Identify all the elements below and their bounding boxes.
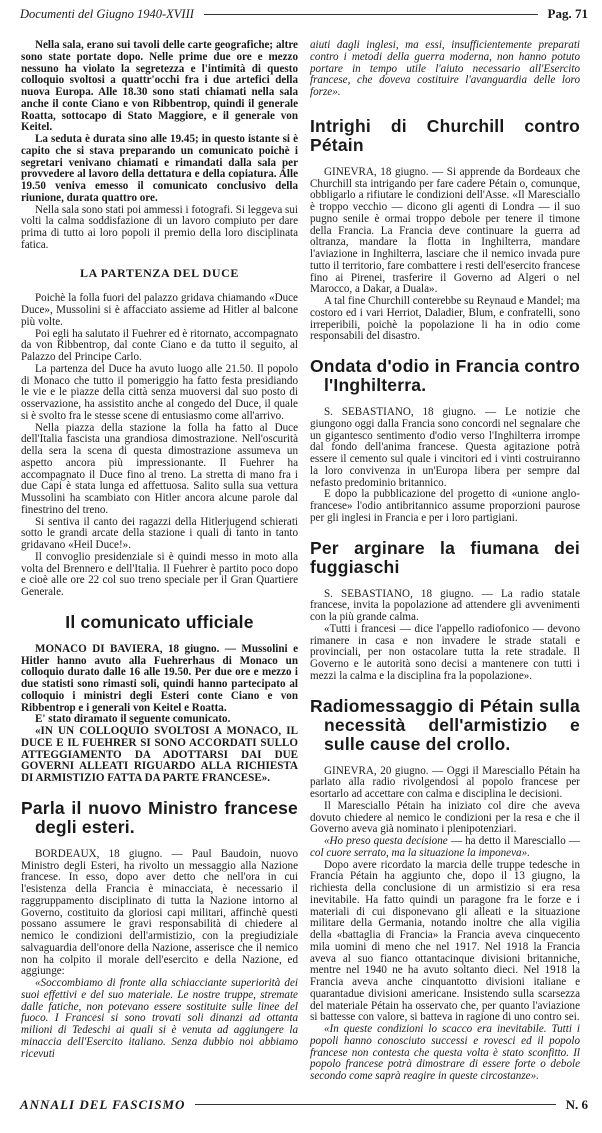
right-column: [310, 40, 580, 1083]
paragraph: Nella piazza della stazione la folla ha fatto al Duce dell'Italia fascista una grandiosa dimostrazione. Nell'oscurità della sera la scena di questa dimostrazione assumeva un aspetto ancora più impressionante. Il Fuehrer ha accompagnato il Duce fino al treno. La stretta di mano fra i due Capi è stata lunga ed affettuosa. Salito sulla sua vettura Mussolini ha scambiato con Hitler ancora alcune parole dal finestrino del treno.: [21, 421, 298, 516]
paragraph: [310, 836, 580, 860]
headline-ondata: Ondata d'odio in Francia contro l'Inghilterra.: [310, 356, 580, 395]
header-rule: [204, 14, 538, 15]
paragraph: Si sentiva il canto dei ragazzi della Hitlerjugend schierati sotto le grandi arcate della stazione i quali di tanto in tanto gridavano «Heil Duce!».: [21, 515, 298, 551]
paragraph: E dopo la pubblicazione del progetto di «unione anglo-francese» l'odio antibritannico assume proporzioni paurose per gli inglesi in Francia e per i loro partigiani.: [310, 488, 580, 524]
paragraph: Nella sala, erano sui tavoli delle carte geografiche; altre sono state portate dopo. Nelle prime due ore e mezzo nessuno ha violato la segretezza e l'intimità di questo colloquio svoltosi a quattr'occhi fra i due artefici della nuova Europa. Alle 18.30 sono stati chiamati nella sala anche il conte Ciano e von Ribbentrop, quindi il generale Roatta, sottocapo di Stato Maggiore, e il generale von Keitel.: [21, 39, 298, 134]
columns: [20, 40, 588, 1083]
paragraph: Il convoglio presidenziale si è quindi messo in moto alla volta del Brennero e dell'Italia. Il Fuehrer è partito poco dopo e cioè alle ore 22 col suo treno speciale per il Gran Quartiere Generale.: [21, 550, 298, 598]
page-footer: [20, 1097, 588, 1113]
paragraph: Nella sala sono stati poi ammessi i fotografi. Si leggeva sui volti la calma soddisfazione di un lavoro compiuto per dare prima di tutto ai loro popoli il premio della loro disciplinata fatica.: [21, 203, 298, 251]
footer-rule: [195, 1104, 555, 1105]
quote-part: col cuore serrato, ma la situazione la imponeva».: [310, 846, 530, 859]
headline-fuggiaschi: Per arginare la fiumana dei fuggiaschi: [310, 537, 580, 577]
paragraph: Dopo avere ricordato la marcia delle truppe tedesche in Francia Pétain ha aggiunto che, dopo il 13 giugno, la richiesta della conclusione di un armistizio si era resa inevitabile. Ha fatto quindi un paragone fra le forze e i materiali di cui disponevano gli alleati e la situazione militare della Germania, notando inoltre che alla vigilia della «battaglia di Francia» la Francia aveva cinquecento mila uomini di meno che nel 1917. Nel 1918 la Francia aveva al suo fianco ottantacinque divisioni britanniche, mentre nel 1940 ne ha avuto soltanto dieci. Nel 1918 la Francia aveva anche cinquantotto divisioni italiane e quarantadue divisioni americane. Insistendo sulla scarsezza del materiale Pétain ha osservato che, per quanto l'aviazione si battesse con valore, si batteva in ragione di uno contro sei.: [310, 858, 580, 1024]
paragraph: A tal fine Churchill conterebbe su Reynaud e Mandel; ma costoro ed i vari Herriot, Daladier, Blum, e confratelli, sono irreperibili, poichè la popolazione li ha in odio come responsabili del disastro.: [310, 295, 581, 343]
running-title: Documenti del Giugno 1940-XVIII: [20, 6, 194, 21]
paragraph: S. SEBASTIANO, 18 giugno. — La radio statale francese, invita la popolazione ad attendere gli avvenimenti con la più grande calma.: [310, 587, 580, 623]
paragraph: La seduta è durata sino alle 19.45; in questo istante si è capito che si stava preparando un comunicato poichè i segretari venivano chiamati e rimandati dalla sala per provvedere al lavoro della dettatura e della copiatura. Alle 19.50 veniva emesso il comunicato conclusivo della riunione, durata quattro ore.: [21, 133, 298, 204]
page-number: Pag. 71: [547, 6, 588, 21]
headline-churchill: Intrighi di Churchill contro Pétain: [310, 115, 580, 155]
paragraph: Poichè la folla fuori del palazzo gridava chiamando «Duce Duce», Mussolini si è affacciato assieme ad Hitler al balcone più volte.: [21, 292, 298, 328]
paragraph: MONACO DI BAVIERA, 18 giugno. — Mussolini e Hitler hanno avuto alla Fuehrerhaus di Monaco un colloquio durato dalle 16 alle 19.50. Per due ore e mezzo i due statisti sono rimasti soli, quindi hanno partecipato al colloquio i ministri degli Esteri conte Ciano e von Ribbentrop e i generali von Keitel e Roatta.: [21, 642, 298, 714]
headline-ministro: Parla il nuovo Ministro francese degli esteri.: [21, 797, 298, 837]
paragraph: «IN UN COLLOQUIO SVOLTOSI A MONACO, IL DUCE E IL FUEHRER SI SONO ACCORDATI SULLO ATTEGGIAMENTO DA ADOTTARSI DAI DUE GOVERNI ALLEATI RIGUARDO ALLA RICHIESTA DI ARMISTIZIO FATTA DA PARTE FRANCESE».: [21, 725, 298, 784]
quote-part: «Ho preso questa decisione: [324, 835, 448, 847]
paragraph: «In queste condizioni lo scacco era inevitabile. Tutti i popoli hanno conosciuto successi e rovesci ed il popolo francese non contesta che questa volta è stato sconfitto. Il popolo francese potrà dimostrare di essere forte o debole secondo come saprà reagire in queste circostanze».: [310, 1023, 580, 1082]
paragraph: GINEVRA, 18 giugno. — Si apprende da Bordeaux che Churchill sta intrigando per fare cadere Pétain o, comunque, obbligarlo a rifiutare le condizioni dell'Asse. «Il Maresciallo è troppo vecchio — dicono gli agenti di Londra — il suo pugno senile è ormai troppo debole per tenere il timone della Francia. La Francia deve continuare la guerra ad oltranza, mandare la flotta in Inghilterra, mandare l'aviazione in Inghilterra, lasciare che il nemico invada pure tutto il territorio, fare combattere i resti dell'esercito francese fino ai Pirenei, trasferire il Governo ad Algeri o nel Marocco, a Dakar, a Duala».: [310, 165, 580, 296]
left-column: [21, 40, 298, 1060]
headline-comunicato: Il comunicato ufficiale: [65, 611, 254, 632]
paragraph: Poi egli ha salutato il Fuehrer ed è ritornato, accompagnato da von Ribbentrop, dal conte Ciano e da tutto il seguito, al Palazzo del Principe Carlo.: [21, 327, 298, 363]
paragraph: aiuti dagli inglesi, ma essi, insufficientemente preparati contro i metodi della guerra moderna, non hanno potuto portare in tempo utile l'aiuto necessario all'Esercito francese, che doveva costituire l'avanguardia delle loro forze».: [310, 39, 580, 98]
paragraph: E' stato diramato il seguente comunicato.: [35, 713, 231, 726]
paragraph: La partenza del Duce ha avuto luogo alle 21.50. Il popolo di Monaco che tutto il pomeriggio ha fatto festa presidiando le vie e le piazze della città senza muoversi dal suo posto di osservazione, ha assistito anche al congedo del Duce, il quale si è svolto fra le stesse scene di entusiasmo come all'arrivo.: [21, 362, 298, 422]
paragraph: S. SEBASTIANO, 18 giugno. — Le notizie che giungono oggi dalla Francia sono concordi nel segnalare che un gigantesco sentimento d'odio verso l'Inghilterra irrompe dal fondo dell'anima francese. Questa agitazione potrà essere il cemento sul quale i vincitori ed i vinti costruiranno la loro convivenza in un'Europa libera per sempre dal nefasto predominio britannico.: [310, 406, 580, 489]
attribution: — ha detto il Maresciallo —: [447, 835, 580, 847]
page-header: [20, 6, 588, 22]
paragraph: Il Maresciallo Pétain ha iniziato col dire che aveva dovuto chiedere al nemico le condizioni per la resa e che il Governo aveva già nominato i plenipotenziari.: [310, 799, 580, 836]
paragraph: BORDEAUX, 18 giugno. — Paul Baudoin, nuovo Ministro degli Esteri, ha rivolto un messaggio alla Nazione francese. In esso, dopo aver detto che nell'ora in cui l'esistenza della Francia è minacciata, è necessario il raggruppamento disciplinato di tutta la Nazione intorno al Governo, costituito da gloriosi capi militari, affinchè questi possano assumere le gravi responsabilità di chiedere al nemico le condizioni dell'armistizio, con la pregiudiziale salvaguardia dell'onore della Nazione, asserisce che il nemico non ha colpito il morale dell'esercito e della Nazione, ed aggiunge:: [21, 847, 298, 978]
headline-radiomessaggio: Radiomessaggio di Pétain sulla necessità dell'armistizio e sulle cause del crollo.: [310, 695, 580, 754]
paragraph: «Tutti i francesi — dice l'appello radiofonico — devono rimanere in casa e non invadere le strade statali e provinciali, per non ostacolare tutta la rete stradale. Il Governo e le autorità sono decisi a mantenere con tutti i mezzi la calma e la disciplina fra la popolazione».: [310, 622, 580, 682]
paragraph: «Soccombiamo di fronte alla schiacciante superiorità dei suoi effettivi e del suo materiale. Le nostre truppe, stremate dalle fatiche, non potevano essere sostituite sulle linee del fuoco. I Francesi si sono trovati soli dinanzi ad ottanta milioni di Tedeschi ai quali si è venuta ad aggiungere la minaccia dell'Esercito italiano. Senza dubbio noi abbiamo ricevuti: [21, 977, 298, 1060]
subheading-partenza: LA PARTENZA DEL DUCE: [79, 265, 240, 280]
paragraph: GINEVRA, 20 giugno. — Oggi il Maresciallo Pétain ha parlato alla radio rivolgendosi al popolo francese per esortarlo ad accettare con calma e disciplina le decisioni.: [310, 764, 580, 800]
publication-title: ANNALI DEL FASCISMO: [20, 1096, 186, 1112]
issue-number: N. 6: [565, 1096, 588, 1112]
